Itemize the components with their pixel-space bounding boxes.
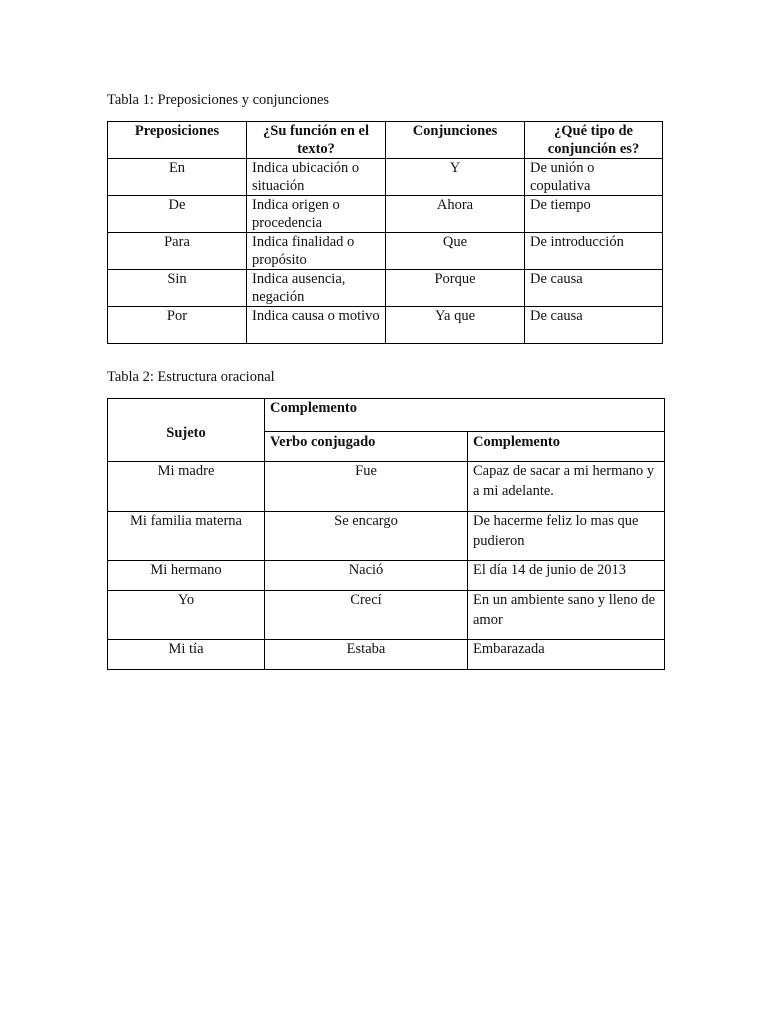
table-row <box>108 512 665 561</box>
table-cell: Porque <box>386 270 525 307</box>
table-cell: De causa <box>525 270 663 307</box>
table-cell: Indica ubicación o situación <box>247 159 386 196</box>
table-cell: Indica causa o motivo <box>247 307 386 344</box>
table-group-header-row <box>108 399 665 432</box>
table-cell: Capaz de sacar a mi hermano y a mi adelante. <box>468 462 665 512</box>
table-cell: Se encargo <box>265 512 468 561</box>
table-cell: Ahora <box>386 196 525 233</box>
table-cell: De hacerme feliz lo mas que pudieron <box>468 512 665 561</box>
table-row <box>108 233 663 270</box>
table-cell: Fue <box>265 462 468 512</box>
table-row <box>108 159 663 196</box>
table-cell: Nació <box>265 561 468 591</box>
table-cell: Que <box>386 233 525 270</box>
table-cell: De introducción <box>525 233 663 270</box>
table-cell: Y <box>386 159 525 196</box>
column-header: ¿Qué tipo de conjunción es? <box>525 122 663 159</box>
table-cell: De causa <box>525 307 663 344</box>
table-cell: Indica origen o procedencia <box>247 196 386 233</box>
table-row <box>108 196 663 233</box>
table-cell: Para <box>108 233 247 270</box>
column-header: ¿Su función en el texto? <box>247 122 386 159</box>
table-header-row <box>108 122 663 159</box>
table-cell: Indica finalidad o propósito <box>247 233 386 270</box>
table-cell: Mi tía <box>108 640 265 670</box>
table-cell: El día 14 de junio de 2013 <box>468 561 665 591</box>
table-cell: Mi hermano <box>108 561 265 591</box>
column-header: Conjunciones <box>386 122 525 159</box>
table-cell: Embarazada <box>468 640 665 670</box>
table2-caption: Tabla 2: Estructura oracional <box>107 369 275 385</box>
table-cell: Mi familia materna <box>108 512 265 561</box>
sentence-structure-table <box>107 398 665 670</box>
table-cell: Indica ausencia, negación <box>247 270 386 307</box>
column-header: Preposiciones <box>108 122 247 159</box>
table-row <box>108 462 665 512</box>
table-row <box>108 561 665 591</box>
table-row <box>108 270 663 307</box>
table-cell: En <box>108 159 247 196</box>
table-cell: Por <box>108 307 247 344</box>
table-row <box>108 307 663 344</box>
table1-caption: Tabla 1: Preposiciones y conjunciones <box>107 92 330 108</box>
table-row <box>108 640 665 670</box>
table-cell: Sin <box>108 270 247 307</box>
table-cell: Mi madre <box>108 462 265 512</box>
complement-group-header: Complemento <box>265 399 665 432</box>
subject-header: Sujeto <box>108 399 265 462</box>
table-cell: Ya que <box>386 307 525 344</box>
table-cell: Yo <box>108 591 265 640</box>
table-cell: Estaba <box>265 640 468 670</box>
prepositions-conjunctions-table <box>107 121 663 344</box>
table-cell: De tiempo <box>525 196 663 233</box>
column-header: Verbo conjugado <box>265 432 468 462</box>
table-cell: De <box>108 196 247 233</box>
table-cell: En un ambiente sano y lleno de amor <box>468 591 665 640</box>
column-header: Complemento <box>468 432 665 462</box>
table-row <box>108 591 665 640</box>
table-cell: De unión o copulativa <box>525 159 663 196</box>
table-cell: Crecí <box>265 591 468 640</box>
